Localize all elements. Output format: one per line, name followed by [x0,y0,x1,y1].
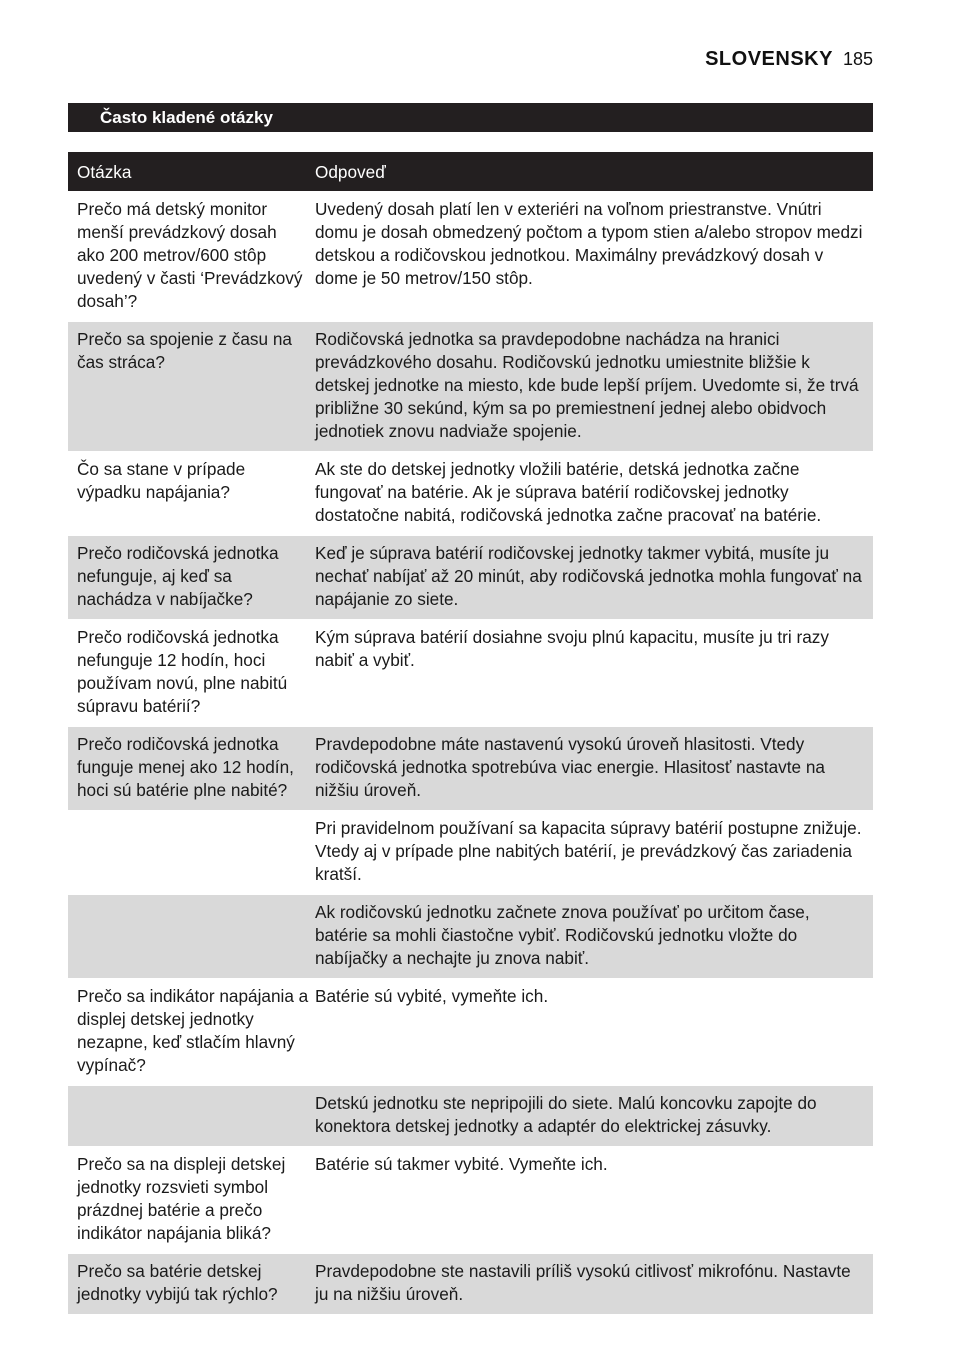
question-cell: Prečo rodičovská jednotka funguje menej ako 12 hodín, hoci sú batérie plne nabité? [77,734,294,800]
column-header-answer: Odpoveď [315,161,386,182]
question-cell: Prečo sa indikátor napájania a displej detskej jednotky nezapne, keď stlačím hlavný vypínač? [77,986,309,1075]
answer-cell: Pravdepodobne máte nastavenú vysokú úroveň hlasitosti. Vtedy rodičovská jednotka spotrebúva viac energie. Hlasitosť nastavte na nižšiu úroveň. [315,734,825,800]
answer-cell: Kým súprava batérií dosiahne svoju plnú kapacitu, musíte ju tri razy nabiť a vybiť. [315,627,829,670]
answer-cell: Ak rodičovskú jednotku začnete znova používať po určitom čase, batérie sa mohli čiastočne vybiť. Rodičovskú jednotku vložte do nabíjačky a nechajte ju znova nabiť. [315,902,810,968]
table-header-row [68,152,873,192]
question-cell: Čo sa stane v prípade výpadku napájania? [77,459,246,502]
table-row [68,1086,873,1147]
page-number: 185 [842,49,873,69]
table-row [68,1147,873,1254]
question-cell: Prečo má detský monitor menší prevádzkový dosah ako 200 metrov/600 stôp uvedený v časti ‘Prevádzkový dosah’? [77,199,303,311]
column-header-question: Otázka [77,161,132,182]
table-row [68,811,873,895]
question-cell: Prečo sa na displeji detskej jednotky rozsvieti symbol prázdnej batérie a prečo indikátor napájania bliká? [77,1154,286,1243]
answer-cell: Ak ste do detskej jednotky vložili batérie, detská jednotka začne fungovať na batérie. Ak je súprava batérií rodičovskej jednotky dostatočne nabitá, rodičovská jednotka začne pracovať na batérie. [315,459,822,525]
answer-cell: Pri pravidelnom používaní sa kapacita súpravy batérií postupne znižuje. Vtedy aj v prípade plne nabitých batérií, je prevádzkový čas zariadenia kratší. [315,818,862,884]
answer-cell: Keď je súprava batérií rodičovskej jednotky takmer vybitá, musíte ju nechať nabíjať až 20 minút, aby rodičovská jednotka mohla fungovať na napájanie zo siete. [315,543,862,609]
question-cell [68,1086,315,1146]
answer-cell: Batérie sú vybité, vymeňte ich. [315,986,549,1006]
table-row [68,727,873,811]
question-cell [68,895,315,978]
section-title: Často kladené otázky [68,103,873,132]
table-row [68,895,873,979]
question-cell: Prečo sa batérie detskej jednotky vybijú tak rýchlo? [77,1261,278,1304]
answer-cell: Detskú jednotku ste nepripojili do siete. Malú koncovku zapojte do konektora detskej jednotky a adaptér do elektrickej zásuvky. [315,1093,817,1136]
table-row [68,192,873,322]
question-cell: Prečo rodičovská jednotka nefunguje 12 hodín, hoci používam novú, plne nabitú súpravu batérií? [77,627,288,716]
question-cell: Prečo sa spojenie z času na čas stráca? [77,329,292,372]
faq-table [68,152,873,1315]
answer-cell: Uvedený dosah platí len v exteriéri na voľnom priestranstve. Vnútri domu je dosah obmedzený počtom a typom stien a/alebo stropov medzi detskou a rodičovskou jednotkou. Maximálny prevádzkový dosah v dome je 50 metrov/150 stôp. [315,199,863,288]
language-label: SLOVENSKY [705,48,833,70]
table-row [68,322,873,452]
question-cell [68,811,315,894]
answer-cell: Batérie sú takmer vybité. Vymeňte ich. [315,1154,608,1174]
table-row [68,620,873,727]
table-row [68,452,873,536]
table-row [68,536,873,620]
table-row [68,979,873,1086]
answer-cell: Pravdepodobne ste nastavili príliš vysokú citlivosť mikrofónu. Nastavte ju na nižšiu úroveň. [315,1261,851,1304]
page-header [705,48,873,71]
answer-cell: Rodičovská jednotka sa pravdepodobne nachádza na hranici prevádzkového dosahu. Rodičovskú jednotku umiestnite bližšie k detskej jednotke na miesto, kde bude lepší príjem. Uvedomte si, že trvá približne 30 sekúnd, kým sa po premiestnení jednej alebo obidvoch jednotiek znovu nadviaže spojenie. [315,329,859,441]
question-cell: Prečo rodičovská jednotka nefunguje, aj keď sa nachádza v nabíjačke? [77,543,279,609]
table-row [68,1254,873,1315]
